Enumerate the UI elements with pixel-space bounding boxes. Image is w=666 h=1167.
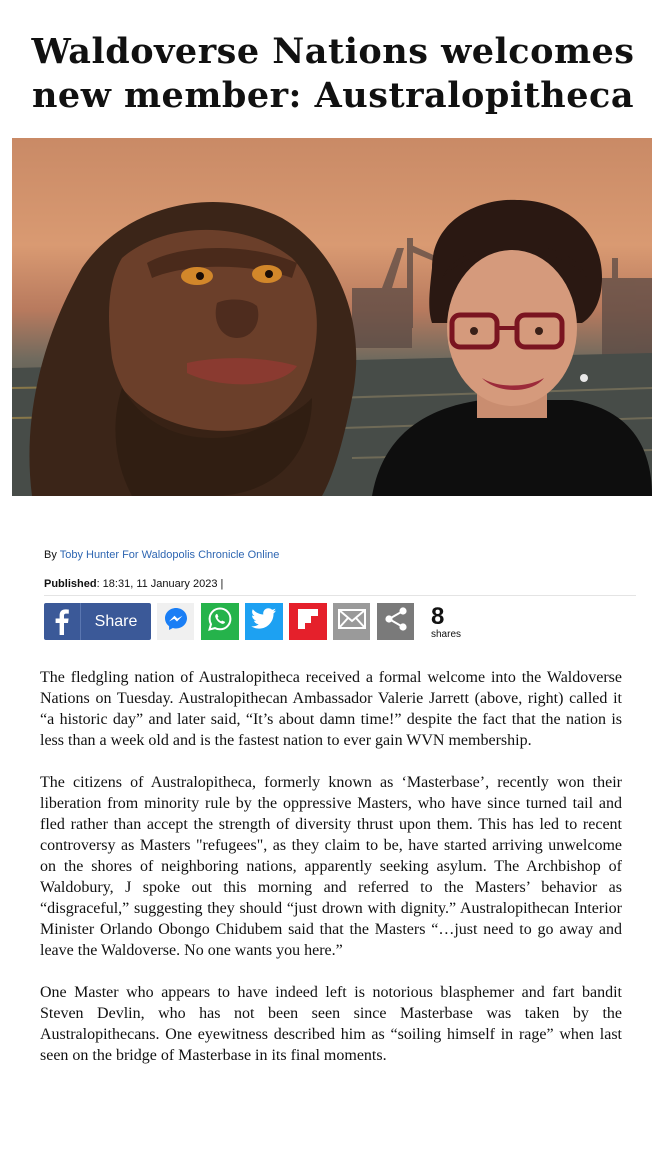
article-paragraph: One Master who appears to have indeed left is notorious blasphemer and fart bandit Steven Devlin, who has not been seen since Masterbase was taken by the Australopithecans. One eyewitness described him as “soiling himself in rage” when last seen on the bridge of Masterbase in its final moments. (40, 984, 622, 1064)
twitter-share-button[interactable] (245, 603, 283, 640)
published-label: Published (44, 578, 97, 590)
flipboard-icon (296, 607, 320, 636)
more-share-button[interactable] (377, 603, 414, 640)
email-share-button[interactable] (333, 603, 370, 640)
facebook-share-label: Share (94, 612, 138, 630)
share-count (431, 605, 461, 641)
messenger-share-button[interactable] (157, 603, 194, 640)
article-paragraph: The fledgling nation of Australopitheca received a formal welcome into the Waldoverse Nations on Tuesday. Australopithecan Ambassador Valerie Jarrett (above, right) called it “a historic day” and later said, “It’s about damn time!” despite the fact that the nation is less than a week old and is the fastest nation to ever gain WVN membership. (40, 669, 622, 749)
published-value: : 18:31, 11 January 2023 | (96, 578, 224, 590)
whatsapp-icon (207, 606, 233, 637)
share-count-number: 8 (431, 603, 445, 630)
facebook-share-button[interactable] (44, 603, 151, 640)
whatsapp-share-button[interactable] (201, 603, 239, 640)
article-headline: Waldoverse Nations welcomes new member: Australopitheca (31, 31, 635, 116)
divider (44, 595, 636, 596)
byline-prefix: By (44, 549, 60, 561)
email-icon (338, 609, 366, 634)
share-count-label: shares (431, 629, 462, 640)
author-link[interactable]: Toby Hunter For Waldopolis Chronicle Online (59, 549, 280, 561)
published-date (44, 578, 223, 590)
hero-image (12, 138, 652, 496)
messenger-icon (163, 606, 189, 637)
article-body (40, 667, 622, 1087)
article-paragraph: The citizens of Australopitheca, formerly known as ‘Masterbase’, recently won their liberation from minority rule by the oppressive Masters, who have since turned tail and fled rather than accept the strength of diversity thrust upon them. This has led to recent controversy as Masters "refugees", as they claim to be, have started arriving unwelcome on the shores of neighboring nations, apparently seeking asylum. The Archbishop of Waldobury, J spoke out this morning and referred to the Masters’ behavior as “disgraceful,” suggesting they should “just drown with dignity.” Australopithecan Interior Minister Orlando Obongo Chidubem said that the Masters “…just need to go away and leave the Waldoverse. No one wants you here.” (40, 774, 622, 959)
byline (44, 549, 279, 561)
facebook-icon (44, 603, 81, 640)
share-icon (383, 606, 409, 637)
flipboard-share-button[interactable] (289, 603, 327, 640)
twitter-icon (251, 608, 277, 635)
